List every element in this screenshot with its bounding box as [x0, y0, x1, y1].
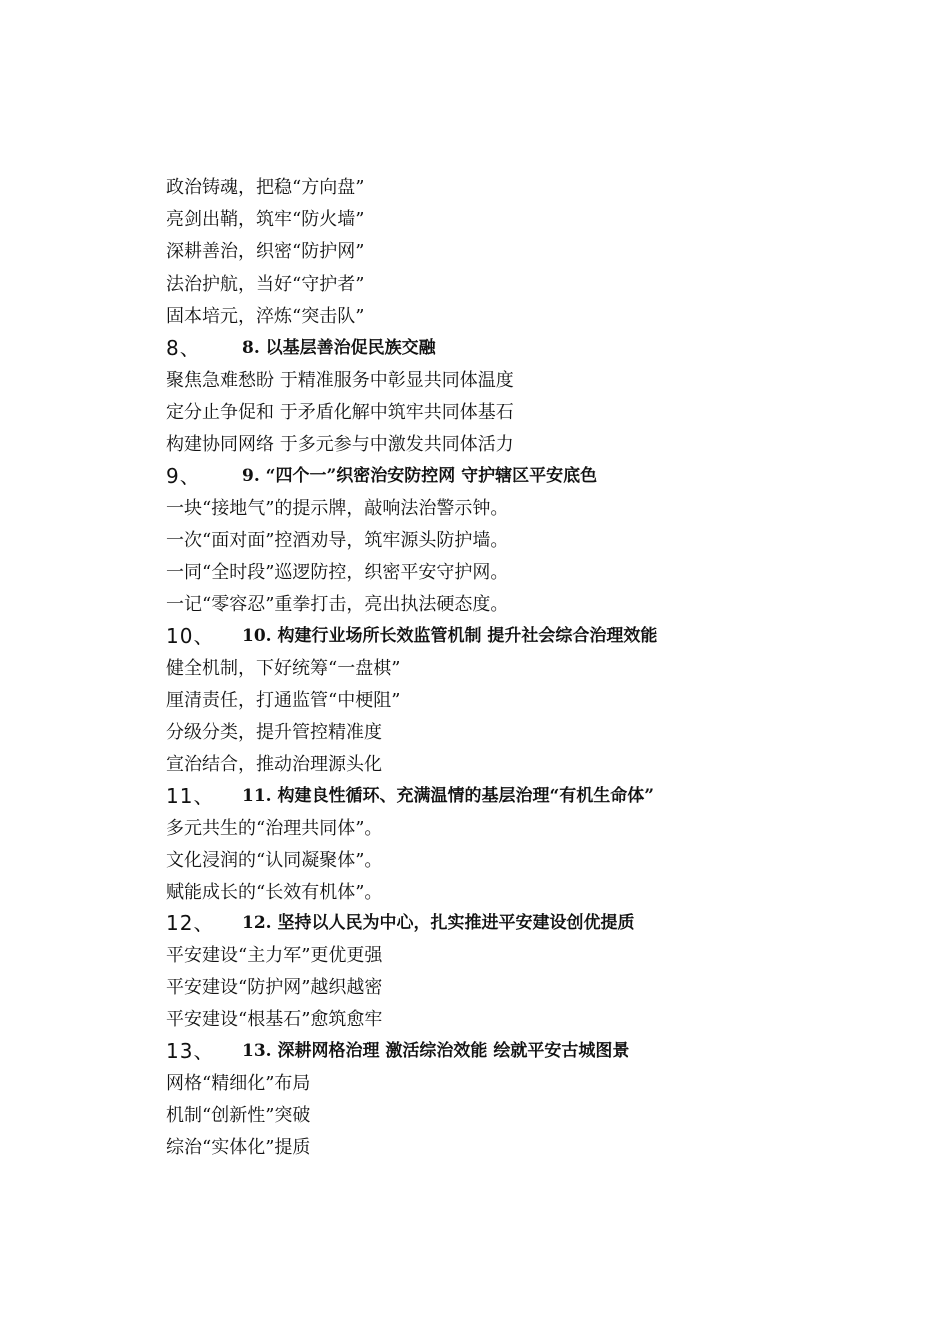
- section-heading: 8. 以基层善治促民族交融: [242, 338, 436, 358]
- section-heading: 10. 构建行业场所长效监管机制 提升社会综合治理效能: [242, 626, 658, 646]
- section-line: 多元共生的“治理共同体”。: [166, 818, 383, 839]
- intro-line: 法治护航，当好“守护者”: [166, 274, 365, 295]
- section-heading: 12. 坚持以人民为中心，扎实推进平安建设创优提质: [242, 913, 635, 933]
- section-line: 机制“创新性”突破: [166, 1105, 311, 1126]
- section-line: 分级分类，提升管控精准度: [166, 722, 382, 743]
- section-heading: 13. 深耕网格治理 激活综治效能 绘就平安古城图景: [242, 1041, 630, 1061]
- section-number: 13、: [166, 1039, 215, 1063]
- section-line: 健全机制，下好统筹“一盘棋”: [166, 658, 401, 679]
- section-line: 平安建设“主力军”更优更强: [166, 945, 383, 966]
- intro-line: 深耕善治，织密“防护网”: [166, 241, 365, 262]
- intro-line: 政治铸魂，把稳“方向盘”: [166, 177, 365, 198]
- section-line: 一记“零容忍”重拳打击，亮出执法硬态度。: [166, 594, 509, 615]
- section-heading: 9. “四个一”织密治安防控网 守护辖区平安底色: [242, 466, 598, 486]
- section-line: 平安建设“根基石”愈筑愈牢: [166, 1009, 383, 1030]
- section-line: 综治“实体化”提质: [166, 1137, 311, 1158]
- section-number: 8、: [166, 336, 201, 360]
- section-line: 聚焦急难愁盼 于精准服务中彰显共同体温度: [166, 370, 514, 391]
- intro-line: 固本培元，淬炼“突击队”: [166, 306, 365, 327]
- section-line: 网格“精细化”布局: [166, 1073, 311, 1094]
- section-line: 厘清责任，打通监管“中梗阻”: [166, 690, 401, 711]
- section-line: 平安建设“防护网”越织越密: [166, 977, 383, 998]
- section-number: 11、: [166, 784, 215, 808]
- section-line: 赋能成长的“长效有机体”。: [166, 882, 383, 903]
- section-number: 9、: [166, 464, 201, 488]
- section-line: 定分止争促和 于矛盾化解中筑牢共同体基石: [166, 402, 514, 423]
- section-line: 一次“面对面”控酒劝导，筑牢源头防护墙。: [166, 530, 509, 551]
- section-line: 宣治结合，推动治理源头化: [166, 754, 382, 775]
- section-number: 10、: [166, 624, 215, 648]
- section-heading: 11. 构建良性循环、充满温情的基层治理“有机生命体”: [242, 786, 655, 806]
- intro-line: 亮剑出鞘，筑牢“防火墙”: [166, 209, 365, 230]
- section-number: 12、: [166, 911, 215, 935]
- section-line: 一同“全时段”巡逻防控，织密平安守护网。: [166, 562, 509, 583]
- section-line: 文化浸润的“认同凝聚体”。: [166, 850, 383, 871]
- section-line: 构建协同网络 于多元参与中激发共同体活力: [166, 434, 514, 455]
- section-line: 一块“接地气”的提示牌，敲响法治警示钟。: [166, 498, 509, 519]
